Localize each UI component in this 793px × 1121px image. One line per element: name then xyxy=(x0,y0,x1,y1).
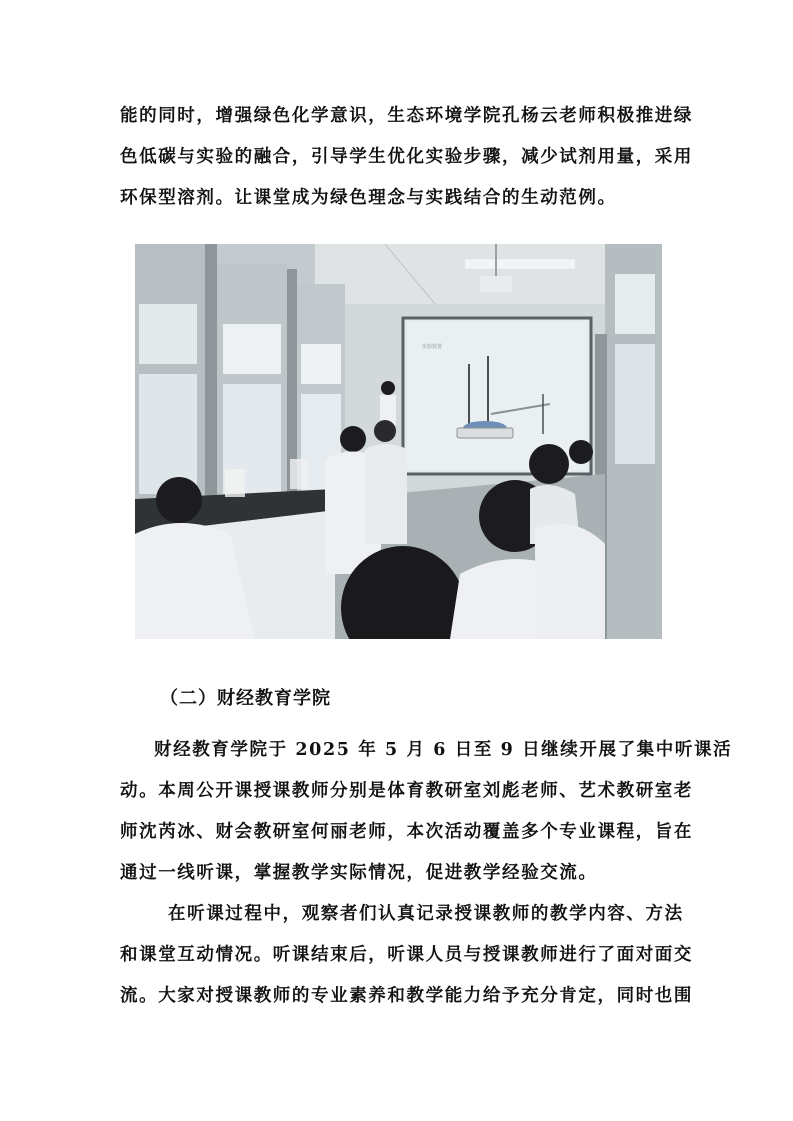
para2-line-2: 和课堂互动情况。听课结束后，听课人员与授课教师进行了面对面交 xyxy=(120,945,693,965)
para1-line-4: 通过一线听课，掌握教学实际情况，促进教学经验交流。 xyxy=(120,863,598,883)
section-heading: （二）财经教育学院 xyxy=(160,688,331,709)
teacher xyxy=(381,381,395,395)
intro-line-1: 能的同时，增强绿色化学意识，生态环境学院孔杨云老师积极推进绿 xyxy=(120,106,693,126)
finance-paragraph-2 xyxy=(120,894,693,1017)
finance-paragraph-1 xyxy=(120,730,733,894)
slide-caption: 实验装置 xyxy=(422,344,443,350)
projector xyxy=(480,276,512,292)
para2-line-3: 流。大家对授课教师的专业素养和教学能力给予充分肯定，同时也围 xyxy=(120,986,693,1006)
intro-line-2: 色低碳与实验的融合，引导学生优化实验步骤，减少试剂用量，采用 xyxy=(120,147,693,167)
intro-line-3: 环保型溶剂。让课堂成为绿色理念与实践结合的生动范例。 xyxy=(120,188,617,208)
para1-line-3: 师沈芮冰、财会教研室何丽老师，本次活动覆盖多个专业课程，旨在 xyxy=(120,822,693,842)
para1-line-1: 财经教育学院于 2025 年 5 月 6 日至 9 日继续开展了集中听课活 xyxy=(154,740,733,760)
para2-line-1: 在听课过程中，观察者们认真记录授课教师的教学内容、方法 xyxy=(168,904,684,924)
classroom-photo xyxy=(135,244,662,639)
para1-line-2: 动。本周公开课授课教师分别是体育教研室刘彪老师、艺术教研室老 xyxy=(120,781,693,801)
intro-paragraph xyxy=(120,96,693,219)
